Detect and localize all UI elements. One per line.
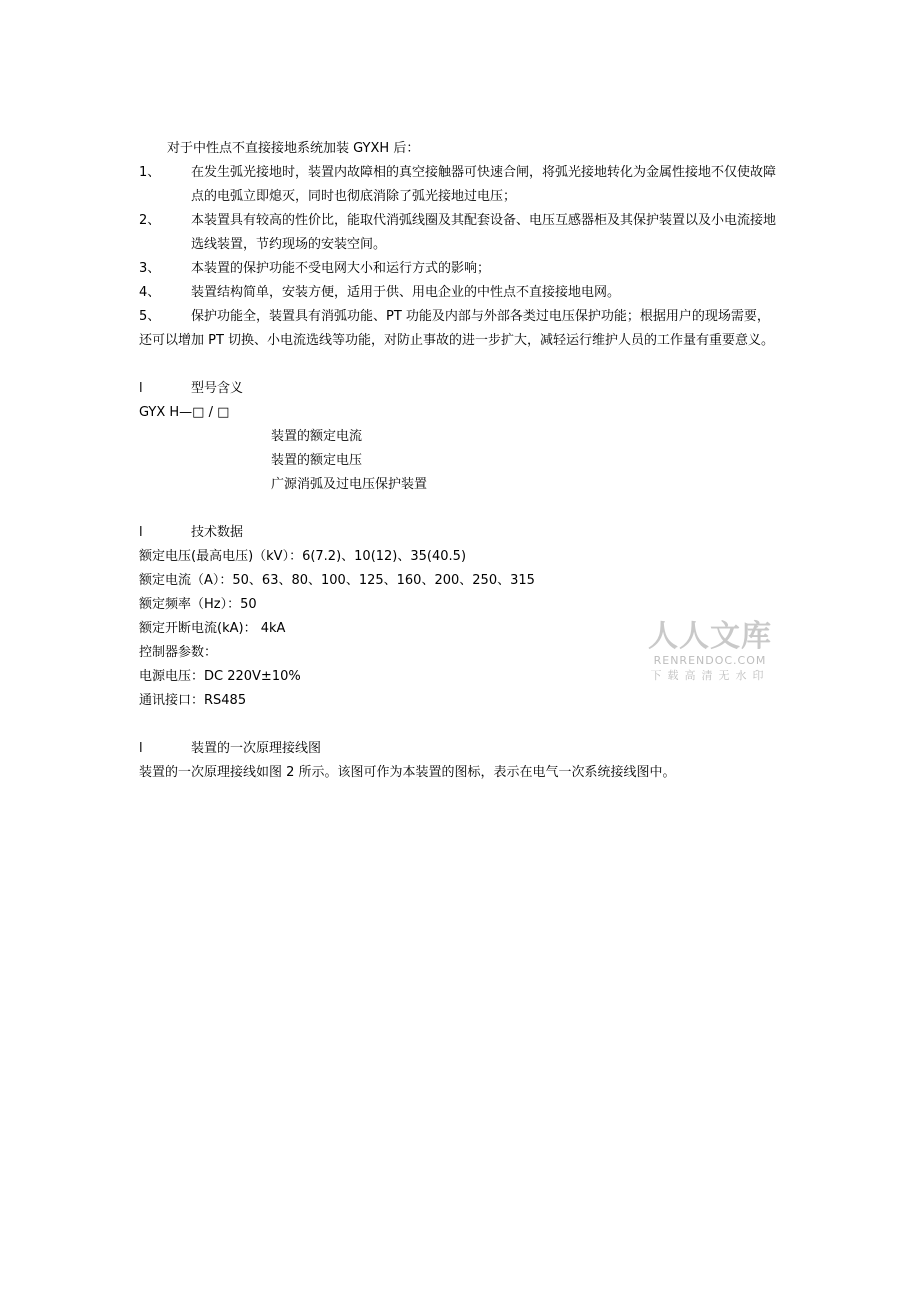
list-text: 在发生弧光接地时，装置内故障相的真空接触器可快速合闸，将弧光接地转化为金属性接地不仅使故障点的电弧立即熄灭，同时也彻底消除了弧光接地过电压； — [191, 165, 777, 204]
watermark-url: RENRENDOC.COM — [653, 654, 767, 667]
list-number: 2、 — [139, 213, 161, 228]
section-title: 装置的一次原理接线图 — [191, 741, 322, 756]
list-item-5 — [139, 305, 779, 353]
spacer — [139, 497, 779, 521]
list-text: 装置结构简单，安装方便，适用于供、用电企业的中性点不直接接地电网。 — [191, 285, 621, 300]
wiring-text: 装置的一次原理接线如图 2 所示。该图可作为本装置的图标，表示在电气一次系统接线图中。 — [139, 765, 676, 780]
bullet-mark: l — [139, 741, 143, 756]
bullet-mark: l — [139, 525, 143, 540]
list-item-2 — [139, 209, 779, 257]
watermark — [640, 620, 780, 684]
section-title: 技术数据 — [191, 525, 244, 540]
power-voltage: 电源电压：DC 220V±10% — [139, 669, 301, 684]
section-heading-model — [139, 377, 779, 401]
list-number: 3、 — [139, 261, 161, 276]
model-line-1: 装置的额定电流 — [271, 429, 363, 444]
rated-frequency: 额定频率（Hz）：50 — [139, 597, 257, 612]
comm-interface: 通讯接口：RS485 — [139, 693, 247, 708]
list-number: 1、 — [139, 165, 161, 180]
controller-params: 控制器参数： — [139, 645, 218, 660]
list-item-4 — [139, 281, 779, 305]
bullet-mark: l — [139, 381, 143, 396]
document-body — [139, 137, 779, 785]
section-title: 型号含义 — [191, 381, 244, 396]
list-text: 保护功能全，装置具有消弧功能、PT 功能及内部与外部各类过电压保护功能；根据用户的现场需要，还可以增加 PT 切换、小电流选线等功能，对防止事故的进一步扩大，减轻运行维护人员的工作量有重要意义。 — [139, 309, 775, 348]
model-line-2: 装置的额定电压 — [271, 453, 363, 468]
intro-paragraph: 对于中性点不直接接地系统加装 GYXH 后： — [167, 141, 420, 156]
watermark-subtitle: 下载高清无水印 — [650, 669, 770, 682]
model-line-3: 广源消弧及过电压保护装置 — [271, 477, 428, 492]
list-number: 5、 — [139, 309, 161, 324]
model-code: GYX H—□ / □ — [139, 405, 230, 420]
spacer — [139, 353, 779, 377]
watermark-title: 人人文库 — [648, 619, 772, 654]
rated-current: 额定电流（A）：50、63、80、100、125、160、200、250、315 — [139, 573, 535, 588]
section-heading-tech — [139, 521, 779, 545]
list-number: 4、 — [139, 285, 161, 300]
list-item-1 — [139, 161, 779, 209]
list-text: 本装置的保护功能不受电网大小和运行方式的影响； — [191, 261, 491, 276]
spacer — [139, 713, 779, 737]
rated-voltage: 额定电压(最高电压)（kV）：6(7.2)、10(12)、35(40.5) — [139, 549, 467, 564]
section-heading-wiring — [139, 737, 779, 761]
list-text: 本装置具有较高的性价比，能取代消弧线圈及其配套设备、电压互感器柜及其保护装置以及小电流接地选线装置，节约现场的安装空间。 — [191, 213, 777, 252]
list-item-3 — [139, 257, 779, 281]
rated-breaking-current: 额定开断电流(kA)： 4kA — [139, 621, 286, 636]
